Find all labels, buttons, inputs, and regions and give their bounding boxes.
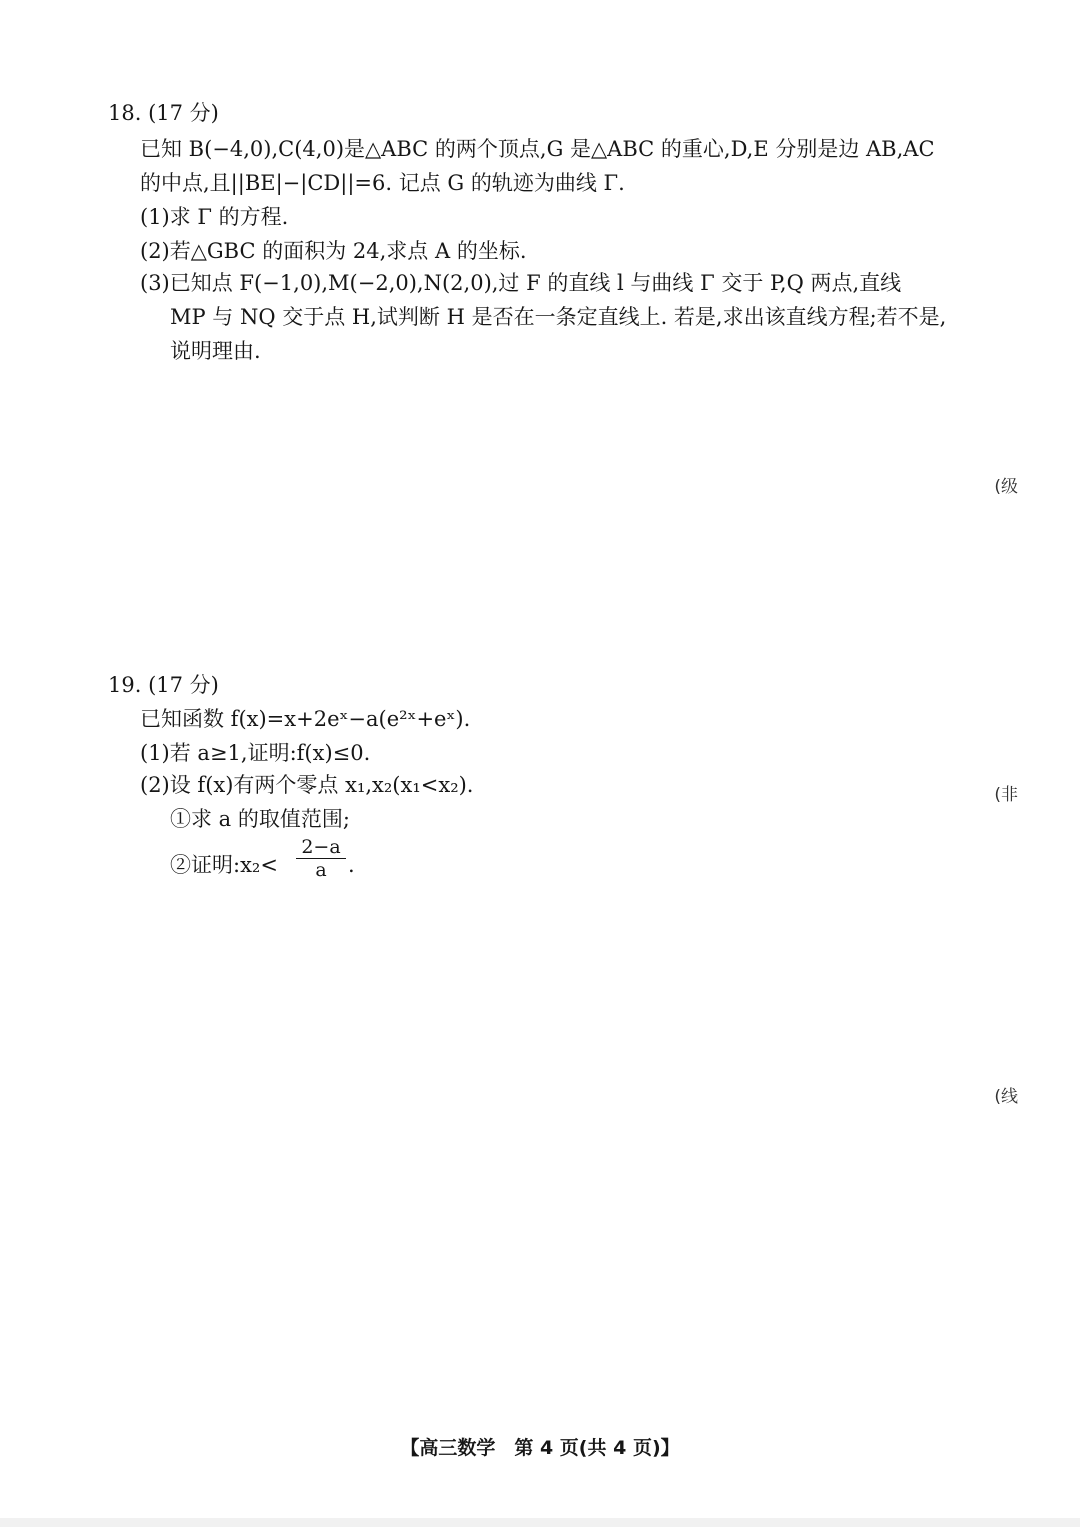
- fraction-numerator: 2−a: [301, 836, 341, 858]
- q19-number: 19. (17 分): [108, 673, 219, 697]
- q18-stem-line1: 已知 B(−4,0),C(4,0)是△ABC 的两个顶点,G 是△ABC 的重心,D,E 分别是边 AB,AC: [140, 137, 935, 161]
- q19-part2: (2)设 f(x)有两个零点 x₁,x₂(x₁<x₂).: [140, 773, 474, 797]
- q19-fraction: [296, 836, 346, 881]
- q18-number: 18. (17 分): [108, 101, 219, 125]
- fraction-denominator: a: [296, 858, 346, 881]
- margin-mark-2: (非: [994, 785, 1018, 805]
- q18-stem-line2: 的中点,且||BE|−|CD||=6. 记点 G 的轨迹为曲线 Γ.: [140, 171, 625, 195]
- margin-mark-3: (线: [994, 1087, 1018, 1107]
- q18-part1: (1)求 Γ 的方程.: [140, 205, 289, 229]
- q18-part2: (2)若△GBC 的面积为 24,求点 A 的坐标.: [140, 239, 527, 263]
- q19-sub1: ①求 a 的取值范围;: [170, 807, 350, 831]
- q19-sub2-prefix: ②证明:x₂<: [170, 853, 278, 877]
- page-footer: 【高三数学 第 4 页(共 4 页)】: [400, 1437, 680, 1459]
- margin-mark-1: (级: [994, 477, 1018, 497]
- q19-sub2-suffix: .: [348, 853, 355, 877]
- q19-part1: (1)若 a≥1,证明:f(x)≤0.: [140, 741, 371, 765]
- q19-stem: 已知函数 f(x)=x+2eˣ−a(e²ˣ+eˣ).: [140, 707, 471, 731]
- q18-part3-line1: (3)已知点 F(−1,0),M(−2,0),N(2,0),过 F 的直线 l 与曲线 Γ 交于 P,Q 两点,直线: [140, 271, 902, 295]
- scan-edge: [0, 1518, 1080, 1527]
- q18-part3-line3: 说明理由.: [170, 339, 261, 363]
- q18-part3-line2: MP 与 NQ 交于点 H,试判断 H 是否在一条定直线上. 若是,求出该直线方程;若不是,: [170, 305, 947, 329]
